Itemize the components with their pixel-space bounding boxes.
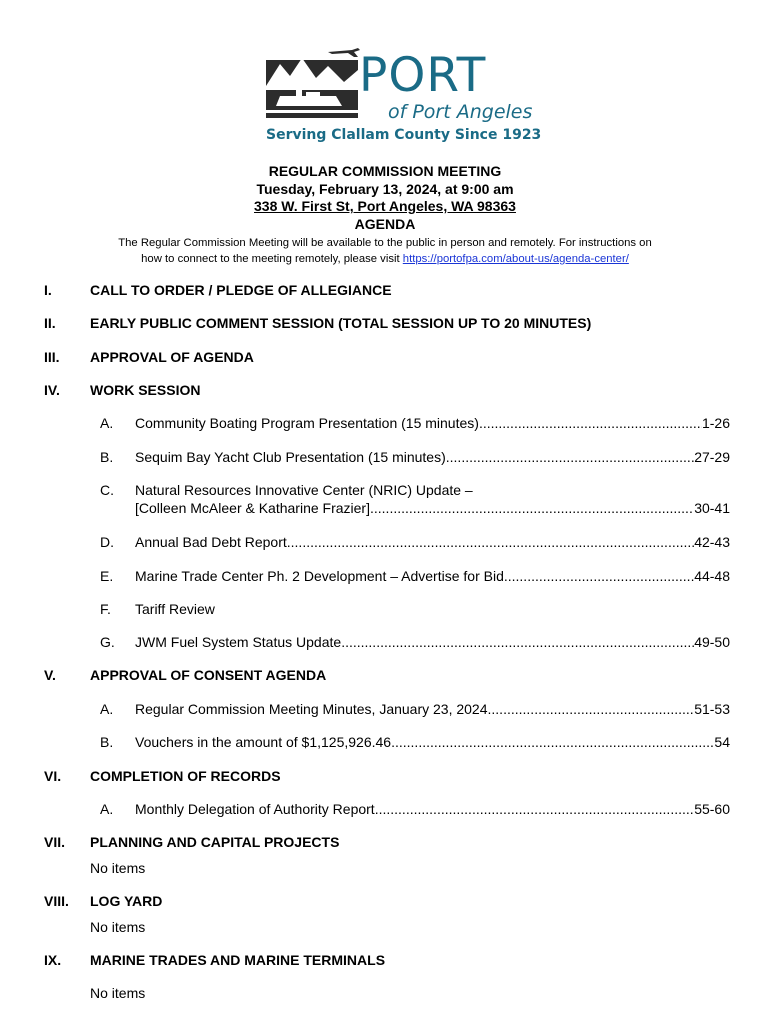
remote-notice bbox=[70, 235, 700, 267]
item-pages: 51-53 bbox=[694, 701, 730, 717]
item-letter: A. bbox=[100, 701, 114, 717]
item-pages: 42-43 bbox=[694, 534, 730, 550]
dot-leader bbox=[446, 447, 694, 467]
section-title: PLANNING AND CAPITAL PROJECTS bbox=[90, 834, 340, 850]
section-number: IX. bbox=[44, 952, 62, 968]
item-text: Regular Commission Meeting Minutes, January 23, 2024 bbox=[135, 701, 488, 717]
dot-leader bbox=[479, 413, 702, 433]
item-letter: D. bbox=[100, 534, 114, 550]
logo-tagline: Serving Clallam County Since 1923 bbox=[266, 127, 542, 143]
meeting-header bbox=[0, 163, 770, 233]
section-title: WORK SESSION bbox=[90, 382, 201, 398]
item-text: Sequim Bay Yacht Club Presentation (15 minutes) bbox=[135, 449, 446, 465]
item-pages: 1-26 bbox=[701, 415, 730, 431]
section-number: VIII. bbox=[44, 893, 69, 909]
item-letter: B. bbox=[100, 449, 114, 465]
section-title: LOG YARD bbox=[90, 893, 163, 909]
logo-subtitle: of Port Angeles bbox=[388, 101, 533, 123]
item-pages: 30-41 bbox=[694, 500, 730, 516]
item-letter: A. bbox=[100, 415, 114, 431]
port-logo bbox=[262, 44, 542, 150]
no-items-note: No items bbox=[90, 985, 146, 1001]
no-items-note: No items bbox=[90, 860, 146, 876]
section-number: VII. bbox=[44, 834, 66, 850]
section-number: III. bbox=[44, 349, 60, 365]
item-text: Monthly Delegation of Authority Report bbox=[135, 801, 375, 817]
section-number: I. bbox=[44, 282, 52, 298]
meeting-date: Tuesday, February 13, 2024, at 9:00 am bbox=[256, 180, 514, 197]
item-pages: 27-29 bbox=[694, 449, 730, 465]
dot-leader bbox=[341, 632, 694, 652]
dot-leader bbox=[375, 799, 694, 819]
logo-word: PORT bbox=[359, 48, 487, 103]
section-title: APPROVAL OF CONSENT AGENDA bbox=[90, 667, 327, 683]
item-text: Tariff Review bbox=[135, 601, 215, 617]
item-text: Marine Trade Center Ph. 2 Development – Advertise for Bid bbox=[135, 568, 504, 584]
item-letter: C. bbox=[100, 482, 114, 498]
meeting-address: 338 W. First St, Port Angeles, WA 98363 bbox=[254, 198, 516, 214]
notice-line-1: The Regular Commission Meeting will be available to the public in person and remotely. For instructions on bbox=[118, 237, 652, 249]
item-letter: A. bbox=[100, 801, 114, 817]
item-text: Annual Bad Debt Report bbox=[135, 534, 287, 550]
section-title: COMPLETION OF RECORDS bbox=[90, 768, 281, 784]
dot-leader bbox=[370, 498, 694, 518]
section-title: APPROVAL OF AGENDA bbox=[90, 349, 254, 365]
section-number: VI. bbox=[44, 768, 62, 784]
item-pages: 54 bbox=[714, 734, 730, 750]
section-number: II. bbox=[44, 315, 56, 331]
item-pages: 49-50 bbox=[694, 634, 730, 650]
section-title: EARLY PUBLIC COMMENT SESSION (TOTAL SESSION UP TO 20 MINUTES) bbox=[90, 315, 592, 331]
item-text: Community Boating Program Presentation (15 minutes) bbox=[135, 415, 479, 431]
dot-leader bbox=[488, 699, 695, 719]
item-letter: G. bbox=[100, 634, 115, 650]
item-letter: B. bbox=[100, 734, 114, 750]
item-letter: E. bbox=[100, 568, 114, 584]
dot-leader bbox=[287, 532, 694, 552]
item-text: JWM Fuel System Status Update bbox=[135, 634, 342, 650]
item-text: [Colleen McAleer & Katharine Frazier] bbox=[135, 500, 370, 516]
no-items-note: No items bbox=[90, 919, 146, 935]
agenda-heading: AGENDA bbox=[354, 215, 416, 232]
item-text: Vouchers in the amount of $1,125,926.46 bbox=[135, 734, 392, 750]
notice-line-2: how to connect to the meeting remotely, please visit bbox=[141, 253, 403, 265]
agenda-center-link[interactable]: https://portofpa.com/about-us/agenda-center/ bbox=[402, 253, 629, 265]
item-pages: 55-60 bbox=[694, 801, 730, 817]
dot-leader bbox=[504, 566, 694, 586]
item-letter: F. bbox=[100, 601, 111, 617]
section-title: CALL TO ORDER / PLEDGE OF ALLEGIANCE bbox=[90, 282, 392, 298]
section-number: V. bbox=[44, 667, 56, 683]
dot-leader bbox=[391, 732, 714, 752]
item-text: Natural Resources Innovative Center (NRIC) Update – bbox=[135, 482, 473, 498]
item-pages: 44-48 bbox=[694, 568, 730, 584]
airplane-icon bbox=[328, 44, 360, 58]
section-number: IV. bbox=[44, 382, 60, 398]
meeting-title: REGULAR COMMISSION MEETING bbox=[268, 163, 502, 179]
section-title: MARINE TRADES AND MARINE TERMINALS bbox=[90, 952, 386, 968]
